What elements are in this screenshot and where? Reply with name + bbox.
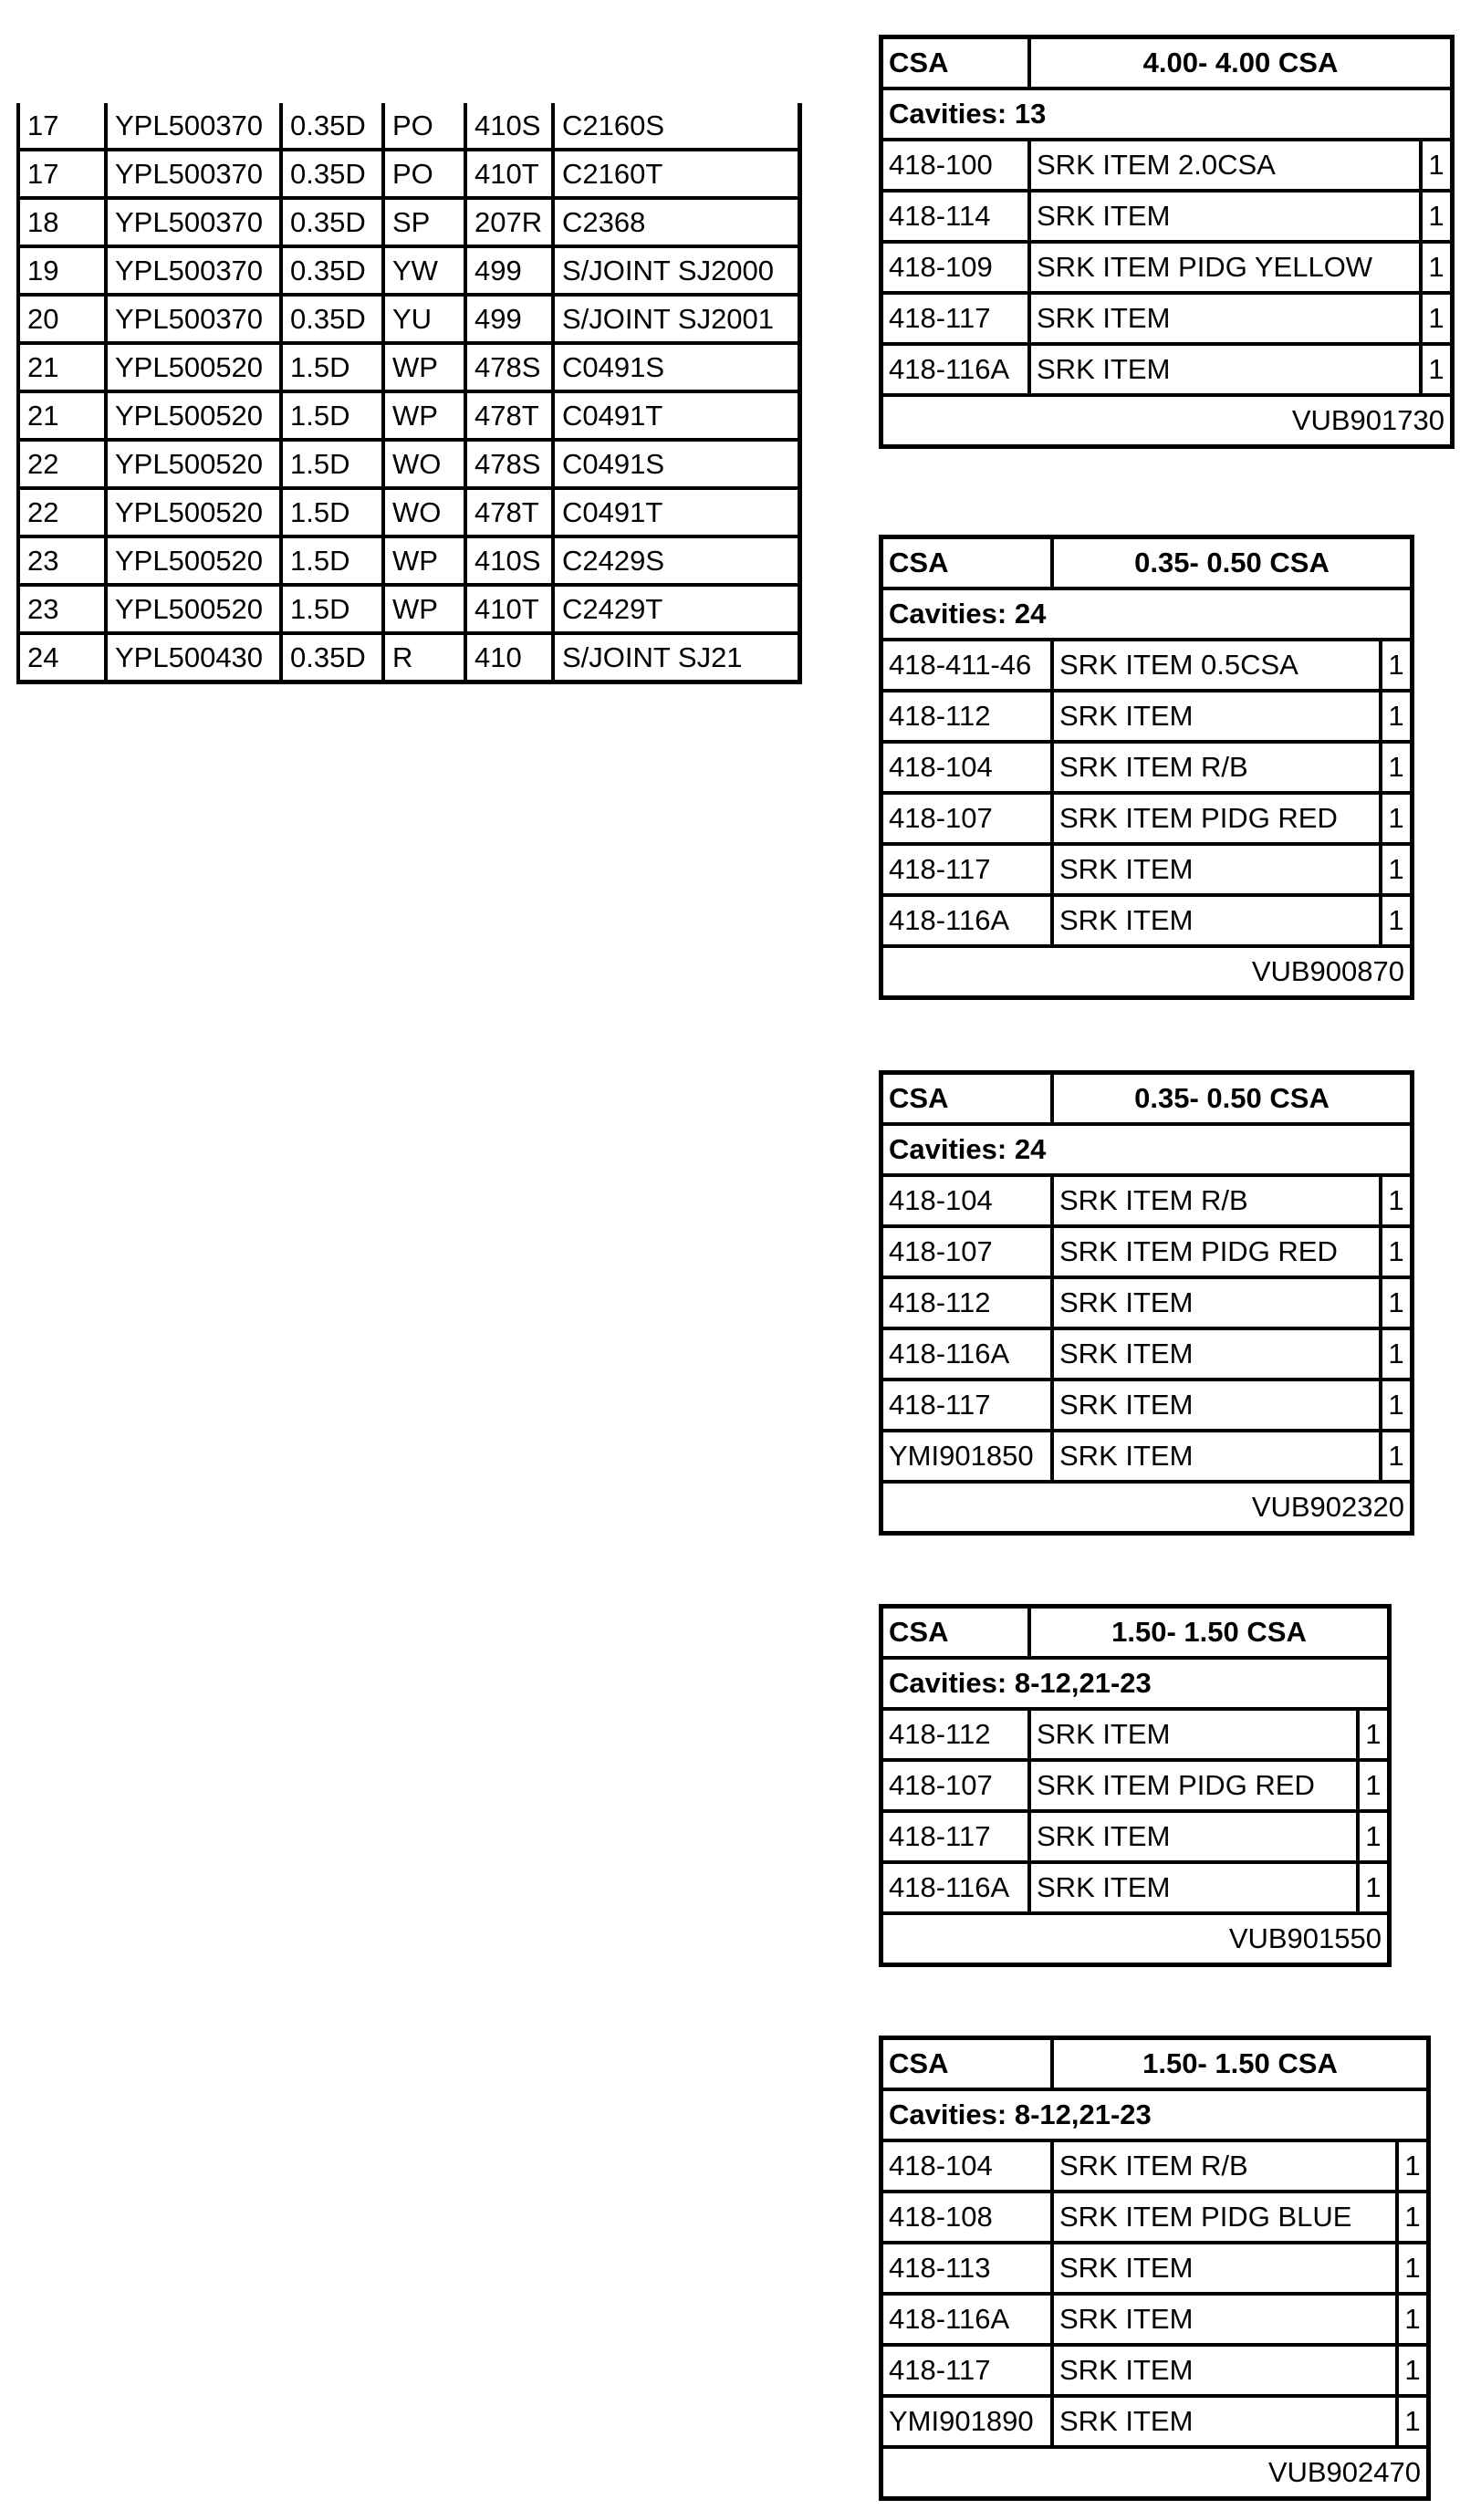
wire-size-cell: 0.35D <box>281 198 383 246</box>
table-row <box>18 246 799 295</box>
wire-part-cell: YPL500520 <box>106 343 281 391</box>
wire-number-cell: 21 <box>18 343 106 391</box>
wire-dest-cell: S/JOINT SJ2001 <box>553 295 799 343</box>
part-description: SRK ITEM PIDG RED <box>1054 1228 1382 1276</box>
csa-label: CSA <box>883 539 1054 587</box>
part-quantity: 1 <box>1404 2354 1421 2386</box>
part-row <box>883 744 1410 795</box>
part-number: 418-112 <box>883 1711 1031 1758</box>
part-description: SRK ITEM <box>1054 692 1382 740</box>
wire-part-cell: YPL500520 <box>106 488 281 536</box>
part-quantity: 1 <box>1365 1718 1382 1750</box>
wire-dest-cell: C0491S <box>553 343 799 391</box>
part-number: 418-109 <box>883 244 1031 291</box>
wire-part-cell: YPL500370 <box>106 246 281 295</box>
part-row <box>883 141 1450 193</box>
wire-number-cell: 22 <box>18 488 106 536</box>
wire-number-cell: 17 <box>18 103 106 150</box>
part-quantity: 1 <box>1365 1871 1382 1903</box>
wire-color-cell: PO <box>383 103 465 150</box>
part-number: 418-116A <box>883 1864 1031 1911</box>
part-number: 418-107 <box>883 795 1054 842</box>
part-description: SRK ITEM <box>1054 1432 1382 1480</box>
part-row <box>883 2193 1426 2244</box>
wire-end-cell: 478T <box>465 391 553 440</box>
csa-range: 1.50- 1.50 CSA <box>1142 2047 1338 2079</box>
part-quantity: 1 <box>1388 649 1404 681</box>
connector-box-vub900870 <box>879 535 1414 1000</box>
wire-size-cell: 0.35D <box>281 633 383 682</box>
connector-box-vub901730 <box>879 35 1455 449</box>
part-row <box>883 846 1410 897</box>
part-description: SRK ITEM <box>1054 2244 1399 2292</box>
part-row <box>883 1864 1387 1915</box>
connector-box-vub902320 <box>879 1070 1414 1536</box>
part-description: SRK ITEM R/B <box>1054 744 1382 791</box>
part-row <box>883 1330 1410 1381</box>
wire-dest-cell: C2160T <box>553 150 799 198</box>
part-number: 418-116A <box>883 1330 1054 1378</box>
part-description: SRK ITEM 2.0CSA <box>1031 141 1423 189</box>
part-row <box>883 193 1450 244</box>
wire-end-cell: 410T <box>465 585 553 633</box>
part-row <box>883 2142 1426 2193</box>
wire-number-cell: 24 <box>18 633 106 682</box>
part-quantity: 1 <box>1428 251 1444 283</box>
part-description: SRK ITEM PIDG RED <box>1054 795 1382 842</box>
part-row <box>883 346 1450 397</box>
table-row <box>18 536 799 585</box>
part-quantity: 1 <box>1388 1389 1404 1421</box>
table-row <box>18 343 799 391</box>
part-quantity: 1 <box>1428 302 1444 334</box>
wire-end-cell: 478S <box>465 343 553 391</box>
part-description: SRK ITEM <box>1054 1279 1382 1327</box>
wire-color-cell: YU <box>383 295 465 343</box>
part-description: SRK ITEM <box>1031 1711 1360 1758</box>
part-row <box>883 2347 1426 2398</box>
part-row <box>883 641 1410 692</box>
csa-range: 0.35- 0.50 CSA <box>1134 1082 1330 1114</box>
wire-dest-cell: C0491S <box>553 440 799 488</box>
part-description: SRK ITEM PIDG BLUE <box>1054 2193 1399 2241</box>
csa-label: CSA <box>883 39 1031 87</box>
part-number: 418-116A <box>883 346 1031 393</box>
part-number: 418-117 <box>883 295 1031 342</box>
part-number: 418-100 <box>883 141 1031 189</box>
part-description: SRK ITEM <box>1054 2398 1399 2445</box>
wire-dest-cell: C0491T <box>553 488 799 536</box>
wire-end-cell: 410 <box>465 633 553 682</box>
wire-end-cell: 410S <box>465 536 553 585</box>
part-quantity: 1 <box>1388 1338 1404 1369</box>
wire-color-cell: R <box>383 633 465 682</box>
wire-color-cell: WP <box>383 536 465 585</box>
part-number: YMI901890 <box>883 2398 1054 2445</box>
wire-part-cell: YPL500520 <box>106 440 281 488</box>
part-number: 418-112 <box>883 692 1054 740</box>
part-number: 418-116A <box>883 2296 1054 2343</box>
wire-number-cell: 21 <box>18 391 106 440</box>
wire-size-cell: 0.35D <box>281 103 383 150</box>
wire-color-cell: PO <box>383 150 465 198</box>
part-description: SRK ITEM <box>1031 346 1423 393</box>
table-row <box>18 488 799 536</box>
part-description: SRK ITEM <box>1031 1813 1360 1860</box>
wire-number-cell: 22 <box>18 440 106 488</box>
part-number: 418-104 <box>883 2142 1054 2190</box>
part-quantity: 1 <box>1388 802 1404 834</box>
part-description: SRK ITEM PIDG RED <box>1031 1762 1360 1809</box>
wire-size-cell: 1.5D <box>281 585 383 633</box>
wire-end-cell: 410T <box>465 150 553 198</box>
csa-label: CSA <box>883 2040 1054 2088</box>
part-description: SRK ITEM <box>1054 1330 1382 1378</box>
part-number: 418-107 <box>883 1762 1031 1809</box>
part-number: 418-116A <box>883 897 1054 944</box>
part-row <box>883 897 1410 948</box>
wire-color-cell: WP <box>383 585 465 633</box>
wire-end-cell: 499 <box>465 246 553 295</box>
part-number: YMI901850 <box>883 1432 1054 1480</box>
part-quantity: 1 <box>1404 2201 1421 2233</box>
csa-range: 0.35- 0.50 CSA <box>1134 547 1330 578</box>
wire-size-cell: 0.35D <box>281 150 383 198</box>
part-description: SRK ITEM <box>1031 295 1423 342</box>
table-row <box>18 391 799 440</box>
wire-color-cell: WP <box>383 391 465 440</box>
wire-end-cell: 499 <box>465 295 553 343</box>
wire-part-cell: YPL500520 <box>106 536 281 585</box>
connector-header <box>883 2040 1426 2091</box>
cavities-label: Cavities: 13 <box>883 90 1450 141</box>
part-number: 418-117 <box>883 846 1054 893</box>
wire-number-cell: 23 <box>18 536 106 585</box>
wire-dest-cell: C2160S <box>553 103 799 150</box>
csa-range: 1.50- 1.50 CSA <box>1111 1616 1307 1648</box>
wire-number-cell: 23 <box>18 585 106 633</box>
part-number: 418-107 <box>883 1228 1054 1276</box>
part-row <box>883 692 1410 744</box>
connector-part-code: VUB902470 <box>1267 2456 1421 2488</box>
part-row <box>883 1228 1410 1279</box>
wire-color-cell: WP <box>383 343 465 391</box>
part-quantity: 1 <box>1365 1820 1382 1852</box>
part-quantity: 1 <box>1365 1769 1382 1801</box>
wire-color-cell: SP <box>383 198 465 246</box>
wire-dest-cell: C0491T <box>553 391 799 440</box>
part-row <box>883 1432 1410 1484</box>
wire-dest-cell: S/JOINT SJ21 <box>553 633 799 682</box>
part-quantity: 1 <box>1388 700 1404 732</box>
wire-part-cell: YPL500520 <box>106 585 281 633</box>
part-row <box>883 1813 1387 1864</box>
connector-box-vub901550 <box>879 1604 1392 1967</box>
part-quantity: 1 <box>1388 904 1404 936</box>
part-number: 418-104 <box>883 744 1054 791</box>
part-row <box>883 1762 1387 1813</box>
part-number: 418-113 <box>883 2244 1054 2292</box>
part-quantity: 1 <box>1388 1440 1404 1472</box>
part-description: SRK ITEM 0.5CSA <box>1054 641 1382 689</box>
wire-number-cell: 19 <box>18 246 106 295</box>
part-number: 418-104 <box>883 1177 1054 1224</box>
part-description: SRK ITEM <box>1054 1381 1382 1429</box>
wire-part-cell: YPL500370 <box>106 150 281 198</box>
cavities-label: Cavities: 8-12,21-23 <box>883 1660 1387 1711</box>
wire-part-cell: YPL500370 <box>106 198 281 246</box>
part-quantity: 1 <box>1404 2150 1421 2182</box>
csa-label: CSA <box>883 1609 1031 1656</box>
wire-part-cell: YPL500370 <box>106 295 281 343</box>
part-description: SRK ITEM <box>1031 193 1423 240</box>
part-description: SRK ITEM PIDG YELLOW <box>1031 244 1423 291</box>
wire-size-cell: 1.5D <box>281 343 383 391</box>
wire-color-cell: WO <box>383 440 465 488</box>
part-description: SRK ITEM <box>1031 1864 1360 1911</box>
part-row <box>883 1177 1410 1228</box>
wire-part-cell: YPL500430 <box>106 633 281 682</box>
csa-range: 4.00- 4.00 CSA <box>1142 47 1339 78</box>
part-row <box>883 795 1410 846</box>
part-row <box>883 2244 1426 2296</box>
part-description: SRK ITEM <box>1054 897 1382 944</box>
wire-size-cell: 1.5D <box>281 440 383 488</box>
table-row <box>18 585 799 633</box>
wire-table <box>16 103 802 684</box>
part-row <box>883 1279 1410 1330</box>
part-quantity: 1 <box>1388 1286 1404 1318</box>
connector-header <box>883 39 1450 90</box>
wire-part-cell: YPL500370 <box>106 103 281 150</box>
connector-part-code: VUB901550 <box>1228 1922 1382 1954</box>
table-row <box>18 150 799 198</box>
part-quantity: 1 <box>1388 1235 1404 1267</box>
part-quantity: 1 <box>1388 1184 1404 1216</box>
wire-color-cell: WO <box>383 488 465 536</box>
part-number: 418-112 <box>883 1279 1054 1327</box>
part-description: SRK ITEM <box>1054 2347 1399 2394</box>
part-quantity: 1 <box>1404 2252 1421 2284</box>
part-row <box>883 244 1450 295</box>
connector-part-code: VUB901730 <box>1291 404 1444 436</box>
table-row <box>18 440 799 488</box>
wire-number-cell: 18 <box>18 198 106 246</box>
part-number: 418-114 <box>883 193 1031 240</box>
connector-header <box>883 1609 1387 1660</box>
table-row <box>18 295 799 343</box>
wire-part-cell: YPL500520 <box>106 391 281 440</box>
connector-header <box>883 539 1410 590</box>
wire-end-cell: 410S <box>465 103 553 150</box>
csa-label: CSA <box>883 1075 1054 1122</box>
wire-dest-cell: S/JOINT SJ2000 <box>553 246 799 295</box>
part-quantity: 1 <box>1388 751 1404 783</box>
wire-end-cell: 478S <box>465 440 553 488</box>
part-number: 418-117 <box>883 1381 1054 1429</box>
wire-size-cell: 1.5D <box>281 536 383 585</box>
part-number: 418-108 <box>883 2193 1054 2241</box>
connector-box-vub902470 <box>879 2036 1431 2501</box>
cavities-label: Cavities: 8-12,21-23 <box>883 2091 1426 2142</box>
connector-header <box>883 1075 1410 1126</box>
wire-size-cell: 1.5D <box>281 391 383 440</box>
part-quantity: 1 <box>1428 149 1444 181</box>
part-row <box>883 1711 1387 1762</box>
wire-number-cell: 17 <box>18 150 106 198</box>
part-quantity: 1 <box>1404 2303 1421 2335</box>
part-description: SRK ITEM R/B <box>1054 1177 1382 1224</box>
part-quantity: 1 <box>1428 200 1444 232</box>
cavities-label: Cavities: 24 <box>883 1126 1410 1177</box>
wire-number-cell: 20 <box>18 295 106 343</box>
wire-end-cell: 207R <box>465 198 553 246</box>
part-description: SRK ITEM R/B <box>1054 2142 1399 2190</box>
part-number: 418-411-46 <box>883 641 1054 689</box>
connector-part-code: VUB900870 <box>1251 955 1404 987</box>
part-number: 418-117 <box>883 1813 1031 1860</box>
table-row <box>18 198 799 246</box>
wire-color-cell: YW <box>383 246 465 295</box>
wire-size-cell: 1.5D <box>281 488 383 536</box>
wire-end-cell: 478T <box>465 488 553 536</box>
part-description: SRK ITEM <box>1054 2296 1399 2343</box>
part-description: SRK ITEM <box>1054 846 1382 893</box>
wire-table-body <box>18 103 799 682</box>
table-row <box>18 103 799 150</box>
part-quantity: 1 <box>1388 853 1404 885</box>
part-row <box>883 2296 1426 2347</box>
table-row <box>18 633 799 682</box>
part-quantity: 1 <box>1428 353 1444 385</box>
cavities-label: Cavities: 24 <box>883 590 1410 641</box>
part-row <box>883 2398 1426 2449</box>
wire-dest-cell: C2429T <box>553 585 799 633</box>
part-number: 418-117 <box>883 2347 1054 2394</box>
wire-size-cell: 0.35D <box>281 295 383 343</box>
wire-size-cell: 0.35D <box>281 246 383 295</box>
part-quantity: 1 <box>1404 2405 1421 2437</box>
part-row <box>883 1381 1410 1432</box>
wire-dest-cell: C2368 <box>553 198 799 246</box>
wire-dest-cell: C2429S <box>553 536 799 585</box>
connector-part-code: VUB902320 <box>1251 1491 1404 1523</box>
part-row <box>883 295 1450 346</box>
